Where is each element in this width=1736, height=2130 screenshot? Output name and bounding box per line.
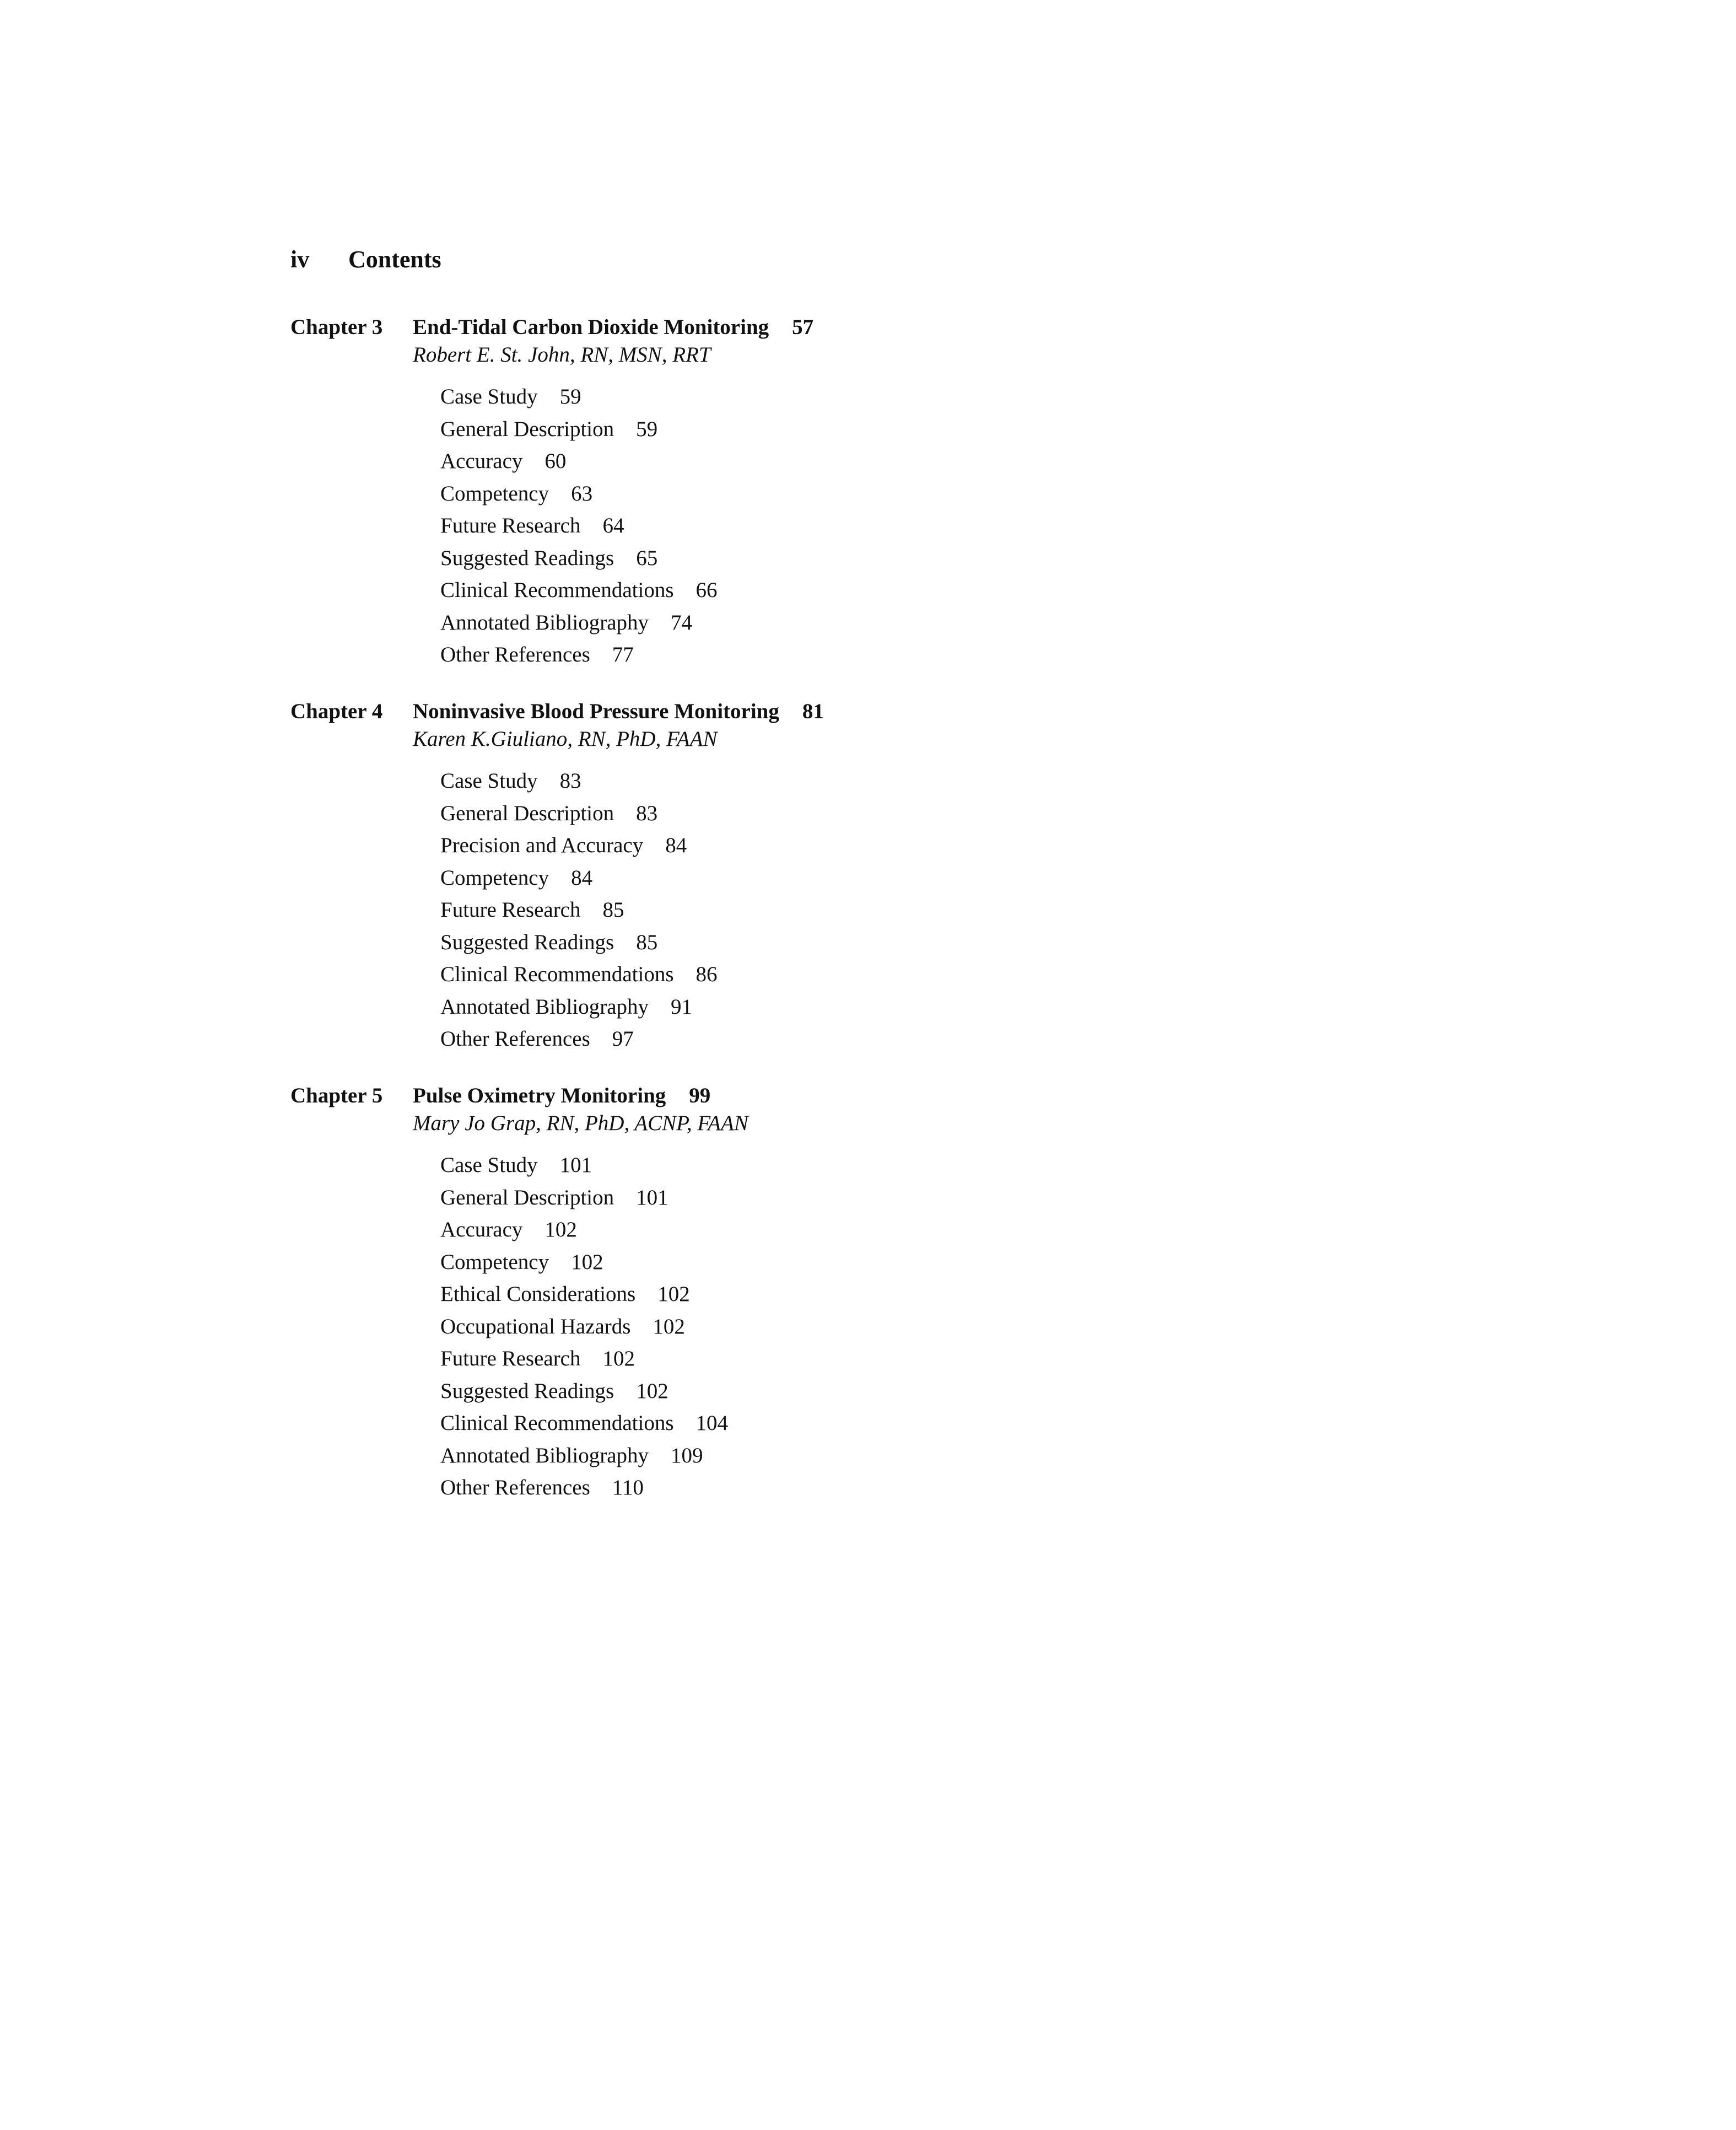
toc-entry	[440, 574, 1558, 607]
entry-page-number: 102	[636, 1379, 668, 1403]
entry-page-number: 77	[612, 643, 634, 666]
entry-page-number: 86	[696, 962, 718, 986]
chapter-page-number: 57	[792, 315, 814, 339]
toc-entry	[440, 413, 1558, 446]
toc-entry	[440, 765, 1558, 798]
toc-entry	[440, 927, 1558, 959]
entry-page-number: 84	[571, 865, 593, 890]
toc-entry	[440, 1311, 1558, 1343]
toc-entry	[440, 1278, 1558, 1311]
entry-page-number: 102	[602, 1347, 635, 1370]
entry-title: General Description	[440, 417, 614, 441]
chapter-heading	[290, 1082, 1558, 1110]
section-list	[440, 765, 1558, 1056]
chapter-title: Noninvasive Blood Pressure Monitoring	[413, 700, 779, 723]
entry-title: Case Study	[440, 1153, 538, 1177]
toc-entry	[440, 1214, 1558, 1246]
page-folio: iv	[290, 246, 310, 273]
toc-entry	[440, 1182, 1558, 1214]
entry-title: Suggested Readings	[440, 930, 614, 954]
entry-title: Clinical Recommendations	[440, 578, 674, 602]
entry-title: Future Research	[440, 514, 581, 537]
entry-title: Occupational Hazards	[440, 1314, 631, 1338]
entry-page-number: 101	[636, 1185, 668, 1209]
entry-page-number: 91	[671, 994, 693, 1019]
entry-title: Case Study	[440, 769, 538, 793]
entry-title: Other References	[440, 643, 590, 666]
chapter-title: Pulse Oximetry Monitoring	[413, 1084, 666, 1107]
entry-page-number: 74	[671, 610, 693, 634]
toc-entry	[440, 1343, 1558, 1375]
toc-entry	[440, 1149, 1558, 1182]
chapter-page-number: 81	[802, 700, 824, 723]
entry-page-number: 102	[657, 1282, 690, 1306]
chapter-title: End-Tidal Carbon Dioxide Monitoring	[413, 315, 769, 339]
toc-entry	[440, 1407, 1558, 1440]
entry-page-number: 85	[602, 898, 624, 922]
entry-title: Ethical Considerations	[440, 1282, 636, 1306]
entry-page-number: 59	[559, 385, 581, 408]
entry-page-number: 104	[696, 1411, 728, 1435]
entry-title: General Description	[440, 801, 614, 825]
toc-entry	[440, 830, 1558, 862]
entry-title: Future Research	[440, 898, 581, 922]
entry-page-number: 101	[559, 1153, 592, 1177]
chapter-page-number: 99	[689, 1084, 711, 1107]
entry-title: Clinical Recommendations	[440, 962, 674, 986]
entry-title: General Description	[440, 1185, 614, 1209]
chapter-5-section	[290, 1082, 1558, 1504]
entry-page-number: 64	[602, 514, 624, 537]
toc-entry	[440, 1440, 1558, 1472]
toc-entry	[440, 991, 1558, 1024]
chapter-heading	[290, 698, 1558, 725]
entry-page-number: 102	[653, 1314, 685, 1338]
section-list	[440, 381, 1558, 671]
entry-title: Competency	[440, 865, 549, 890]
entry-title: Competency	[440, 481, 549, 505]
entry-title: Other References	[440, 1027, 590, 1051]
chapter-heading	[290, 314, 1558, 341]
entry-title: Precision and Accuracy	[440, 833, 644, 857]
toc-entry	[440, 478, 1558, 510]
entry-title: Accuracy	[440, 1218, 523, 1241]
chapter-author: Mary Jo Grap, RN, PhD, ACNP, FAAN	[413, 1111, 748, 1135]
entry-page-number: 85	[636, 930, 658, 954]
chapter-4-section	[290, 698, 1558, 1056]
entry-title: Case Study	[440, 385, 538, 408]
entry-page-number: 60	[544, 449, 567, 473]
toc-entry	[440, 542, 1558, 575]
toc-entry	[440, 381, 1558, 413]
toc-entry	[440, 445, 1558, 478]
entry-title: Clinical Recommendations	[440, 1411, 674, 1435]
entry-title: Suggested Readings	[440, 546, 614, 570]
entry-page-number: 65	[636, 546, 658, 570]
toc-entry	[440, 798, 1558, 830]
entry-page-number: 83	[636, 801, 658, 825]
chapter-label: Chapter 3	[290, 315, 383, 339]
entry-title: Annotated Bibliography	[440, 1443, 649, 1467]
section-list	[440, 1149, 1558, 1504]
entry-title: Annotated Bibliography	[440, 994, 649, 1019]
entry-page-number: 59	[636, 417, 658, 441]
entry-page-number: 102	[571, 1250, 603, 1274]
toc-entry	[440, 639, 1558, 671]
entry-title: Annotated Bibliography	[440, 610, 649, 634]
chapter-3-section	[290, 314, 1558, 671]
running-head	[290, 244, 441, 275]
entry-page-number: 66	[696, 578, 718, 602]
entry-page-number: 97	[612, 1027, 634, 1051]
toc-entry	[440, 1246, 1558, 1279]
entry-page-number: 109	[671, 1443, 703, 1467]
toc-entry	[440, 959, 1558, 991]
chapter-author: Robert E. St. John, RN, MSN, RRT	[413, 343, 711, 367]
page-title: Contents	[348, 246, 441, 273]
entry-page-number: 84	[665, 833, 687, 857]
toc-entry	[440, 607, 1558, 639]
toc-entry	[440, 862, 1558, 895]
entry-page-number: 102	[544, 1218, 577, 1241]
entry-title: Competency	[440, 1250, 549, 1274]
toc-entry	[440, 510, 1558, 542]
entry-page-number: 83	[559, 769, 581, 793]
chapter-author: Karen K.Giuliano, RN, PhD, FAAN	[413, 727, 718, 751]
entry-title: Future Research	[440, 1347, 581, 1370]
toc-entry	[440, 1375, 1558, 1408]
toc-entry	[440, 1023, 1558, 1056]
entry-page-number: 63	[571, 481, 593, 505]
chapter-label: Chapter 5	[290, 1084, 383, 1107]
entry-title: Suggested Readings	[440, 1379, 614, 1403]
entry-title: Accuracy	[440, 449, 523, 473]
entry-page-number: 110	[612, 1476, 644, 1499]
chapter-label: Chapter 4	[290, 700, 383, 723]
entry-title: Other References	[440, 1476, 590, 1499]
toc-entry	[440, 1472, 1558, 1504]
toc-entry	[440, 894, 1558, 927]
